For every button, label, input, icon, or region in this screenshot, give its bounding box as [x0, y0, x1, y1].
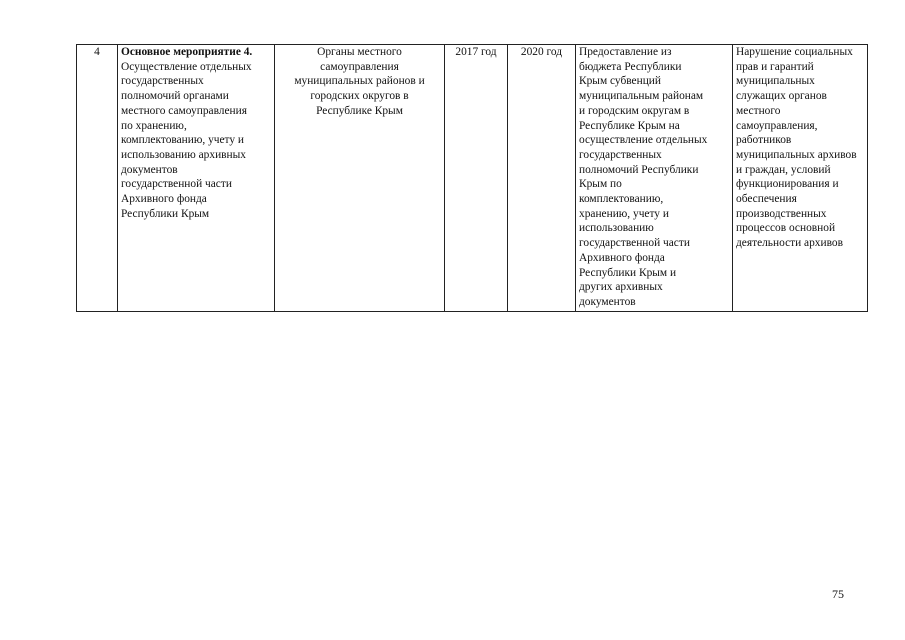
executor-line: Органы местного [317, 46, 402, 58]
result-line: других архивных [579, 281, 663, 294]
consequences-line: муниципальных архивов [736, 148, 857, 161]
executor-line: муниципальных районов и [294, 75, 425, 88]
result-line: документов [579, 295, 636, 308]
result-line: государственной части [579, 237, 690, 250]
consequences-line: служащих органов [736, 90, 827, 103]
measure-line: государственных [121, 75, 204, 88]
result-line: Архивного фонда [579, 251, 665, 264]
end-year-cell [508, 45, 576, 312]
consequences-line: обеспечения [736, 193, 797, 206]
consequences-line: муниципальных [736, 75, 815, 88]
consequences-cell [733, 45, 868, 312]
consequences-line: производственных [736, 207, 827, 220]
result-cell [576, 45, 733, 312]
measure-line: по хранению, [121, 119, 187, 132]
measure-line: комплектованию, учету и [121, 134, 245, 147]
result-line: осуществление отдельных [579, 134, 708, 147]
result-line: Республике Крым на [579, 119, 680, 132]
consequences-line: и граждан, условий [736, 163, 831, 176]
measure-line: государственной части [121, 178, 232, 191]
executor-cell [275, 45, 445, 312]
result-line: комплектованию, [579, 193, 664, 206]
end-year: 2020 год [520, 46, 563, 58]
program-measures-table [76, 44, 868, 312]
result-line: муниципальным районам [579, 90, 704, 103]
result-line: государственных [579, 148, 662, 161]
measure-cell [118, 45, 275, 312]
measure-line: использованию архивных [121, 148, 246, 161]
measure-line: Осуществление отдельных [121, 60, 252, 73]
result-line: Предоставление из [579, 46, 672, 58]
result-line: бюджета Республики [579, 60, 682, 73]
measure-line: местного самоуправления [121, 104, 247, 117]
consequences-line: процессов основной [736, 222, 836, 235]
consequences-line: деятельности архивов [736, 237, 843, 250]
consequences-line: Нарушение социальных [736, 46, 853, 58]
measure-line: документов [121, 163, 178, 176]
start-year: 2017 год [455, 46, 497, 58]
result-line: и городским округам в [579, 104, 690, 117]
result-line: хранению, учету и [579, 207, 669, 220]
consequences-line: местного [736, 104, 781, 117]
result-line: Крым субвенций [579, 75, 661, 88]
measure-line: Республики Крым [121, 207, 210, 220]
row-number: 4 [94, 46, 100, 58]
executor-line: Республике Крым [316, 104, 403, 117]
result-line: Республики Крым и [579, 266, 677, 279]
consequences-line: самоуправления, [736, 119, 818, 132]
executor-line: самоуправления [320, 60, 399, 73]
executor-line: городских округов в [310, 90, 409, 103]
result-line: использованию [579, 222, 654, 235]
measure-line: полномочий органами [121, 90, 229, 103]
measure-title: Основное мероприятие 4. [121, 46, 253, 58]
start-year-cell [445, 45, 508, 312]
result-line: полномочий Республики [579, 163, 699, 176]
result-line: Крым по [579, 178, 622, 191]
consequences-line: прав и гарантий [736, 60, 814, 73]
row-number-cell [77, 45, 118, 312]
consequences-line: работников [736, 134, 792, 147]
measure-line: Архивного фонда [121, 193, 207, 206]
consequences-line: функционирования и [736, 178, 839, 191]
table-row [77, 45, 868, 312]
page-number: 75 [832, 587, 844, 601]
